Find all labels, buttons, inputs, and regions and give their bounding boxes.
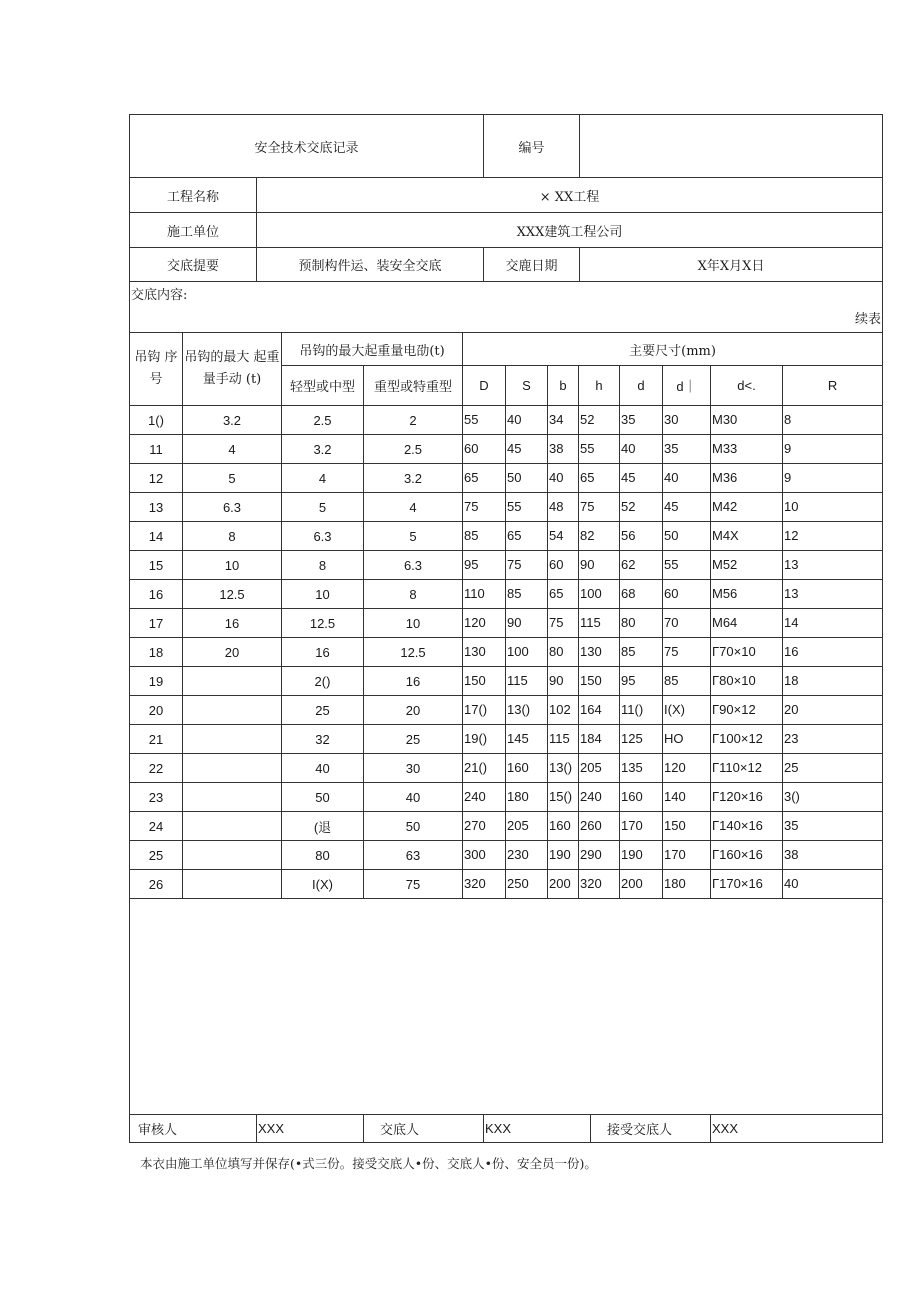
table-row bbox=[130, 870, 883, 899]
row-d1: 60 bbox=[663, 580, 711, 609]
table-row bbox=[130, 493, 883, 522]
row-h: 100 bbox=[579, 580, 620, 609]
row-heavy: 5 bbox=[364, 522, 463, 551]
table-row bbox=[130, 783, 883, 812]
row-b: 160 bbox=[548, 812, 579, 841]
row-h: 290 bbox=[579, 841, 620, 870]
row-D: 21() bbox=[463, 754, 506, 783]
col-header-d2: d<. bbox=[711, 366, 783, 406]
row-d2: Γ120×16 bbox=[711, 783, 783, 812]
row-h: 260 bbox=[579, 812, 620, 841]
row-h: 150 bbox=[579, 667, 620, 696]
receiver-value: XXX bbox=[711, 1115, 883, 1143]
row-light: 2() bbox=[282, 667, 364, 696]
row-d2: Γ160×16 bbox=[711, 841, 783, 870]
contractor-value: XXX建筑工程公司 bbox=[257, 213, 883, 248]
row-d1: HO bbox=[663, 725, 711, 754]
row-h: 115 bbox=[579, 609, 620, 638]
row-d2: M33 bbox=[711, 435, 783, 464]
row-heavy: 12.5 bbox=[364, 638, 463, 667]
row-heavy: 75 bbox=[364, 870, 463, 899]
row-S: 45 bbox=[506, 435, 548, 464]
row-R: 35 bbox=[783, 812, 883, 841]
row-serial: 26 bbox=[130, 870, 183, 899]
row-d1: 70 bbox=[663, 609, 711, 638]
header-table bbox=[129, 114, 883, 333]
hook-spec-table bbox=[129, 332, 883, 899]
row-d2: M64 bbox=[711, 609, 783, 638]
row-heavy: 16 bbox=[364, 667, 463, 696]
row-h: 240 bbox=[579, 783, 620, 812]
col-header-manual: 吊钩的最大 起重量手动 (t) bbox=[183, 333, 282, 406]
row-d: 11() bbox=[620, 696, 663, 725]
row-R: 20 bbox=[783, 696, 883, 725]
row-D: 300 bbox=[463, 841, 506, 870]
row-d2: Γ80×10 bbox=[711, 667, 783, 696]
row-d: 85 bbox=[620, 638, 663, 667]
summary-value: 预制构件运、装安全交底 bbox=[257, 248, 484, 282]
row-manual: 12.5 bbox=[183, 580, 282, 609]
row-d1: 75 bbox=[663, 638, 711, 667]
row-manual: 6.3 bbox=[183, 493, 282, 522]
reviewer-value: XXX bbox=[257, 1115, 364, 1143]
row-S: 205 bbox=[506, 812, 548, 841]
row-h: 65 bbox=[579, 464, 620, 493]
row-S: 13() bbox=[506, 696, 548, 725]
row-d: 52 bbox=[620, 493, 663, 522]
signature-table bbox=[129, 898, 883, 1143]
row-serial: 13 bbox=[130, 493, 183, 522]
row-D: 130 bbox=[463, 638, 506, 667]
row-manual bbox=[183, 870, 282, 899]
row-h: 52 bbox=[579, 406, 620, 435]
row-D: 55 bbox=[463, 406, 506, 435]
row-serial: 12 bbox=[130, 464, 183, 493]
table-row bbox=[130, 841, 883, 870]
row-light: 32 bbox=[282, 725, 364, 754]
row-S: 85 bbox=[506, 580, 548, 609]
row-d: 40 bbox=[620, 435, 663, 464]
row-D: 110 bbox=[463, 580, 506, 609]
table-row bbox=[130, 406, 883, 435]
form-title: 安全技术交底记录 bbox=[130, 115, 484, 178]
row-d1: 120 bbox=[663, 754, 711, 783]
row-b: 34 bbox=[548, 406, 579, 435]
row-D: 120 bbox=[463, 609, 506, 638]
row-light: 6.3 bbox=[282, 522, 364, 551]
row-b: 75 bbox=[548, 609, 579, 638]
row-serial: 22 bbox=[130, 754, 183, 783]
number-field[interactable] bbox=[580, 115, 883, 178]
content-label: 交底内容: bbox=[131, 288, 188, 303]
row-D: 320 bbox=[463, 870, 506, 899]
row-b: 115 bbox=[548, 725, 579, 754]
table-row bbox=[130, 580, 883, 609]
row-serial: 11 bbox=[130, 435, 183, 464]
row-d2: Γ100×12 bbox=[711, 725, 783, 754]
row-d: 160 bbox=[620, 783, 663, 812]
row-d: 125 bbox=[620, 725, 663, 754]
row-R: 12 bbox=[783, 522, 883, 551]
row-b: 38 bbox=[548, 435, 579, 464]
date-value: X年X月X日 bbox=[580, 248, 883, 282]
col-header-d1: d｜ bbox=[663, 366, 711, 406]
row-D: 60 bbox=[463, 435, 506, 464]
row-light: 16 bbox=[282, 638, 364, 667]
discloser-value: KXX bbox=[484, 1115, 591, 1143]
table-row bbox=[130, 522, 883, 551]
col-header-heavy: 重型或特重型 bbox=[364, 366, 463, 406]
row-heavy: 8 bbox=[364, 580, 463, 609]
row-d: 190 bbox=[620, 841, 663, 870]
row-serial: 15 bbox=[130, 551, 183, 580]
row-d1: I(X) bbox=[663, 696, 711, 725]
row-S: 115 bbox=[506, 667, 548, 696]
row-b: 200 bbox=[548, 870, 579, 899]
col-header-light: 轻型或中型 bbox=[282, 366, 364, 406]
row-R: 9 bbox=[783, 464, 883, 493]
row-R: 23 bbox=[783, 725, 883, 754]
row-serial: 20 bbox=[130, 696, 183, 725]
row-b: 80 bbox=[548, 638, 579, 667]
row-heavy: 50 bbox=[364, 812, 463, 841]
row-manual bbox=[183, 783, 282, 812]
col-header-b: b bbox=[548, 366, 579, 406]
col-header-R: R bbox=[783, 366, 883, 406]
row-d1: 50 bbox=[663, 522, 711, 551]
table-row bbox=[130, 609, 883, 638]
col-header-S: S bbox=[506, 366, 548, 406]
row-S: 40 bbox=[506, 406, 548, 435]
contractor-label: 施工单位 bbox=[130, 213, 257, 248]
row-R: 9 bbox=[783, 435, 883, 464]
row-d: 135 bbox=[620, 754, 663, 783]
row-h: 205 bbox=[579, 754, 620, 783]
row-d1: 180 bbox=[663, 870, 711, 899]
row-d: 62 bbox=[620, 551, 663, 580]
row-light: 10 bbox=[282, 580, 364, 609]
row-d2: Γ110×12 bbox=[711, 754, 783, 783]
row-D: 270 bbox=[463, 812, 506, 841]
row-S: 55 bbox=[506, 493, 548, 522]
row-light: 3.2 bbox=[282, 435, 364, 464]
row-h: 320 bbox=[579, 870, 620, 899]
row-R: 40 bbox=[783, 870, 883, 899]
row-b: 40 bbox=[548, 464, 579, 493]
row-light: 4 bbox=[282, 464, 364, 493]
row-heavy: 10 bbox=[364, 609, 463, 638]
table-row bbox=[130, 725, 883, 754]
row-serial: 25 bbox=[130, 841, 183, 870]
row-heavy: 3.2 bbox=[364, 464, 463, 493]
row-heavy: 4 bbox=[364, 493, 463, 522]
safety-disclosure-form bbox=[129, 114, 882, 1143]
row-d1: 30 bbox=[663, 406, 711, 435]
row-manual: 4 bbox=[183, 435, 282, 464]
table-row bbox=[130, 667, 883, 696]
row-d1: 150 bbox=[663, 812, 711, 841]
row-d1: 140 bbox=[663, 783, 711, 812]
row-manual bbox=[183, 667, 282, 696]
col-header-serial: 吊钩 序号 bbox=[130, 333, 183, 406]
row-d: 35 bbox=[620, 406, 663, 435]
row-D: 150 bbox=[463, 667, 506, 696]
row-h: 82 bbox=[579, 522, 620, 551]
row-D: 19() bbox=[463, 725, 506, 754]
row-light: I(X) bbox=[282, 870, 364, 899]
row-b: 54 bbox=[548, 522, 579, 551]
row-manual bbox=[183, 841, 282, 870]
row-heavy: 40 bbox=[364, 783, 463, 812]
row-h: 184 bbox=[579, 725, 620, 754]
row-d2: Γ90×12 bbox=[711, 696, 783, 725]
table-row bbox=[130, 754, 883, 783]
row-manual bbox=[183, 812, 282, 841]
row-R: 14 bbox=[783, 609, 883, 638]
row-heavy: 30 bbox=[364, 754, 463, 783]
row-d2: M36 bbox=[711, 464, 783, 493]
table-row bbox=[130, 435, 883, 464]
number-label: 编号 bbox=[484, 115, 580, 178]
row-d2: M52 bbox=[711, 551, 783, 580]
row-serial: 24 bbox=[130, 812, 183, 841]
row-serial: 14 bbox=[130, 522, 183, 551]
row-light: 2.5 bbox=[282, 406, 364, 435]
row-d1: 35 bbox=[663, 435, 711, 464]
row-d: 56 bbox=[620, 522, 663, 551]
row-h: 130 bbox=[579, 638, 620, 667]
row-b: 13() bbox=[548, 754, 579, 783]
receiver-label: 接受交底人 bbox=[591, 1115, 711, 1143]
content-area bbox=[130, 282, 883, 333]
row-light: (退 bbox=[282, 812, 364, 841]
row-light: 12.5 bbox=[282, 609, 364, 638]
project-name-value: × XX工程 bbox=[257, 178, 883, 213]
row-S: 75 bbox=[506, 551, 548, 580]
row-light: 40 bbox=[282, 754, 364, 783]
row-serial: 16 bbox=[130, 580, 183, 609]
row-S: 50 bbox=[506, 464, 548, 493]
table-row bbox=[130, 638, 883, 667]
summary-label: 交底提要 bbox=[130, 248, 257, 282]
project-name-label: 工程名称 bbox=[130, 178, 257, 213]
row-D: 85 bbox=[463, 522, 506, 551]
row-light: 50 bbox=[282, 783, 364, 812]
row-D: 75 bbox=[463, 493, 506, 522]
row-S: 100 bbox=[506, 638, 548, 667]
row-serial: 23 bbox=[130, 783, 183, 812]
row-d: 45 bbox=[620, 464, 663, 493]
row-heavy: 63 bbox=[364, 841, 463, 870]
row-R: 16 bbox=[783, 638, 883, 667]
row-b: 15() bbox=[548, 783, 579, 812]
row-serial: 21 bbox=[130, 725, 183, 754]
row-S: 145 bbox=[506, 725, 548, 754]
row-manual: 8 bbox=[183, 522, 282, 551]
row-S: 90 bbox=[506, 609, 548, 638]
row-heavy: 20 bbox=[364, 696, 463, 725]
row-heavy: 2.5 bbox=[364, 435, 463, 464]
row-light: 25 bbox=[282, 696, 364, 725]
row-d1: 45 bbox=[663, 493, 711, 522]
row-h: 90 bbox=[579, 551, 620, 580]
row-d: 68 bbox=[620, 580, 663, 609]
row-R: 10 bbox=[783, 493, 883, 522]
row-light: 5 bbox=[282, 493, 364, 522]
col-header-D: D bbox=[463, 366, 506, 406]
col-header-h: h bbox=[579, 366, 620, 406]
row-serial: 17 bbox=[130, 609, 183, 638]
spec-rows bbox=[130, 406, 883, 899]
row-R: 13 bbox=[783, 551, 883, 580]
row-d: 170 bbox=[620, 812, 663, 841]
row-R: 38 bbox=[783, 841, 883, 870]
row-S: 230 bbox=[506, 841, 548, 870]
discloser-label: 交底人 bbox=[364, 1115, 484, 1143]
row-R: 13 bbox=[783, 580, 883, 609]
row-R: 3() bbox=[783, 783, 883, 812]
continued-label: 续表 bbox=[855, 312, 882, 327]
row-manual bbox=[183, 696, 282, 725]
table-row bbox=[130, 812, 883, 841]
row-b: 60 bbox=[548, 551, 579, 580]
footnote: 本衣由施工单位填写并保存(•式三份。接受交底人•份、交底人•份、安全员一份)。 bbox=[140, 1156, 597, 1171]
row-serial: 18 bbox=[130, 638, 183, 667]
col-header-electric-group: 吊钩的最大起重量电劭(t) bbox=[282, 333, 463, 366]
table-row bbox=[130, 464, 883, 493]
row-manual: 3.2 bbox=[183, 406, 282, 435]
row-b: 48 bbox=[548, 493, 579, 522]
row-manual: 16 bbox=[183, 609, 282, 638]
row-h: 164 bbox=[579, 696, 620, 725]
row-S: 65 bbox=[506, 522, 548, 551]
row-b: 90 bbox=[548, 667, 579, 696]
row-heavy: 6.3 bbox=[364, 551, 463, 580]
table-row bbox=[130, 551, 883, 580]
row-d1: 55 bbox=[663, 551, 711, 580]
row-b: 102 bbox=[548, 696, 579, 725]
row-light: 80 bbox=[282, 841, 364, 870]
row-d2: M42 bbox=[711, 493, 783, 522]
row-d2: Γ70×10 bbox=[711, 638, 783, 667]
row-d2: M4X bbox=[711, 522, 783, 551]
reviewer-label: 审核人 bbox=[130, 1115, 257, 1143]
col-header-d: d bbox=[620, 366, 663, 406]
row-manual: 10 bbox=[183, 551, 282, 580]
row-manual bbox=[183, 725, 282, 754]
row-d: 80 bbox=[620, 609, 663, 638]
date-label: 交鹿日期 bbox=[484, 248, 580, 282]
row-d1: 170 bbox=[663, 841, 711, 870]
row-d2: Γ140×16 bbox=[711, 812, 783, 841]
row-d2: Γ170×16 bbox=[711, 870, 783, 899]
row-D: 65 bbox=[463, 464, 506, 493]
row-D: 95 bbox=[463, 551, 506, 580]
row-manual: 5 bbox=[183, 464, 282, 493]
row-S: 160 bbox=[506, 754, 548, 783]
row-d: 95 bbox=[620, 667, 663, 696]
table-row bbox=[130, 696, 883, 725]
col-header-dimensions-group: 主要尺寸(mm) bbox=[463, 333, 883, 366]
row-serial: 19 bbox=[130, 667, 183, 696]
row-d1: 40 bbox=[663, 464, 711, 493]
row-serial: 1() bbox=[130, 406, 183, 435]
row-h: 55 bbox=[579, 435, 620, 464]
blank-content-area bbox=[130, 899, 883, 1115]
row-D: 240 bbox=[463, 783, 506, 812]
row-manual bbox=[183, 754, 282, 783]
row-heavy: 2 bbox=[364, 406, 463, 435]
row-R: 25 bbox=[783, 754, 883, 783]
row-d1: 85 bbox=[663, 667, 711, 696]
row-b: 65 bbox=[548, 580, 579, 609]
row-R: 8 bbox=[783, 406, 883, 435]
row-d2: M56 bbox=[711, 580, 783, 609]
row-manual: 20 bbox=[183, 638, 282, 667]
row-d: 200 bbox=[620, 870, 663, 899]
row-D: 17() bbox=[463, 696, 506, 725]
row-S: 250 bbox=[506, 870, 548, 899]
row-d2: M30 bbox=[711, 406, 783, 435]
row-h: 75 bbox=[579, 493, 620, 522]
row-light: 8 bbox=[282, 551, 364, 580]
row-heavy: 25 bbox=[364, 725, 463, 754]
row-b: 190 bbox=[548, 841, 579, 870]
row-S: 180 bbox=[506, 783, 548, 812]
row-R: 18 bbox=[783, 667, 883, 696]
